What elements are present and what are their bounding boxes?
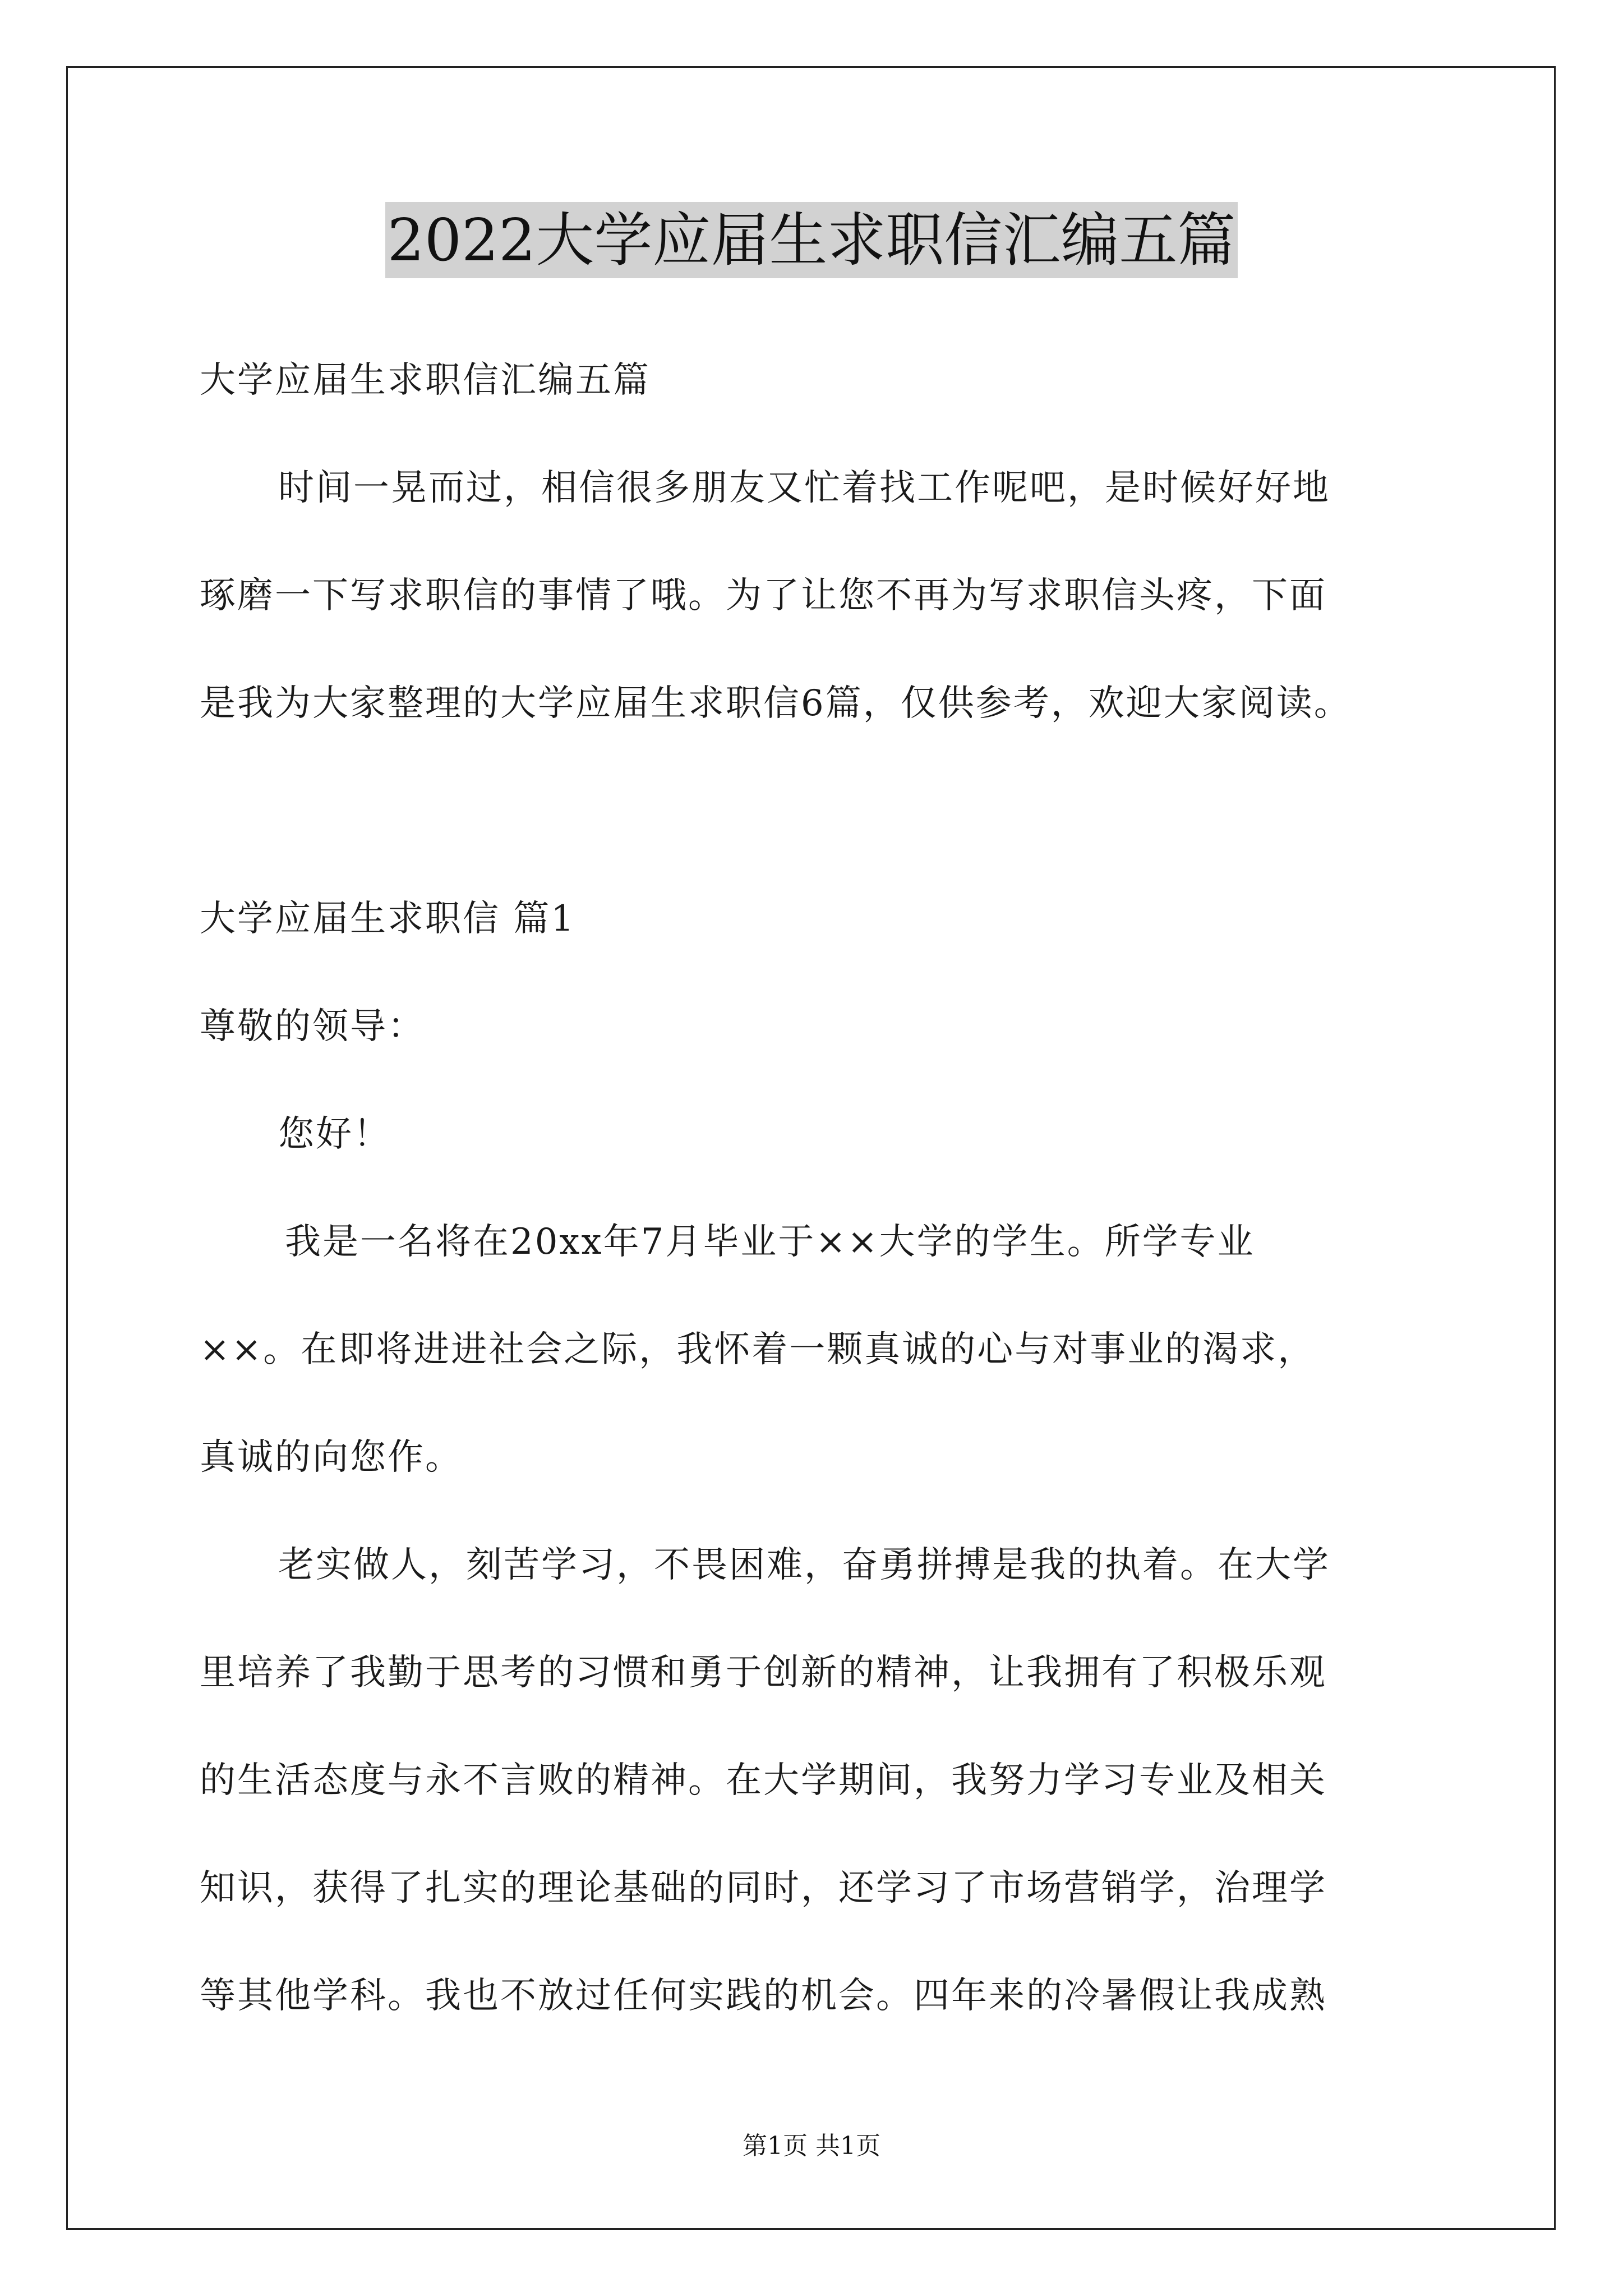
paragraph2-line-1: 老实做人，刻苦学习，不畏困难，奋勇拼搏是我的执着。在大学 (278, 1544, 1330, 1586)
paragraph2-line-5: 等其他学科。我也不放过任何实践的机会。四年来的冷暑假让我成熟 (200, 1975, 1327, 2017)
intro-line-2: 琢磨一下写求职信的事情了哦。为了让您不再为写求职信头疼，下面 (200, 575, 1327, 616)
greeting: 您好！ (278, 1114, 391, 1155)
title-wrap (0, 202, 1623, 278)
intro-line-1: 时间一晃而过，相信很多朋友又忙着找工作呢吧，是时候好好地 (278, 467, 1330, 509)
paragraph1-line-2: ××。在即将进进社会之际，我怀着一颗真诚的心与对事业的渴求， (200, 1329, 1316, 1370)
salutation: 尊敬的领导： (200, 1006, 425, 1047)
paragraph1-line-1: 我是一名将在20xx年7月毕业于××大学的学生。所学专业 (285, 1221, 1255, 1263)
page-footer: 第1页 共1页 (743, 2132, 880, 2160)
paragraph2-line-3: 的生活态度与永不言败的精神。在大学期间，我努力学习专业及相关 (200, 1760, 1327, 1801)
intro-line-3: 是我为大家整理的大学应届生求职信6篇，仅供参考，欢迎大家阅读。 (200, 683, 1352, 724)
paragraph2-line-4: 知识，获得了扎实的理论基础的同时，还学习了市场营销学，治理学 (200, 1867, 1327, 1909)
section-heading: 大学应届生求职信 篇1 (200, 898, 576, 940)
paragraph2-line-2: 里培养了我勤于思考的习惯和勇于创新的精神，让我拥有了积极乐观 (200, 1652, 1327, 1694)
paragraph1-line-3: 真诚的向您作。 (200, 1437, 463, 1478)
document-body (200, 314, 1439, 2023)
subtitle: 大学应届生求职信汇编五篇 (200, 360, 651, 401)
document-title: 2022大学应届生求职信汇编五篇 (385, 202, 1238, 278)
